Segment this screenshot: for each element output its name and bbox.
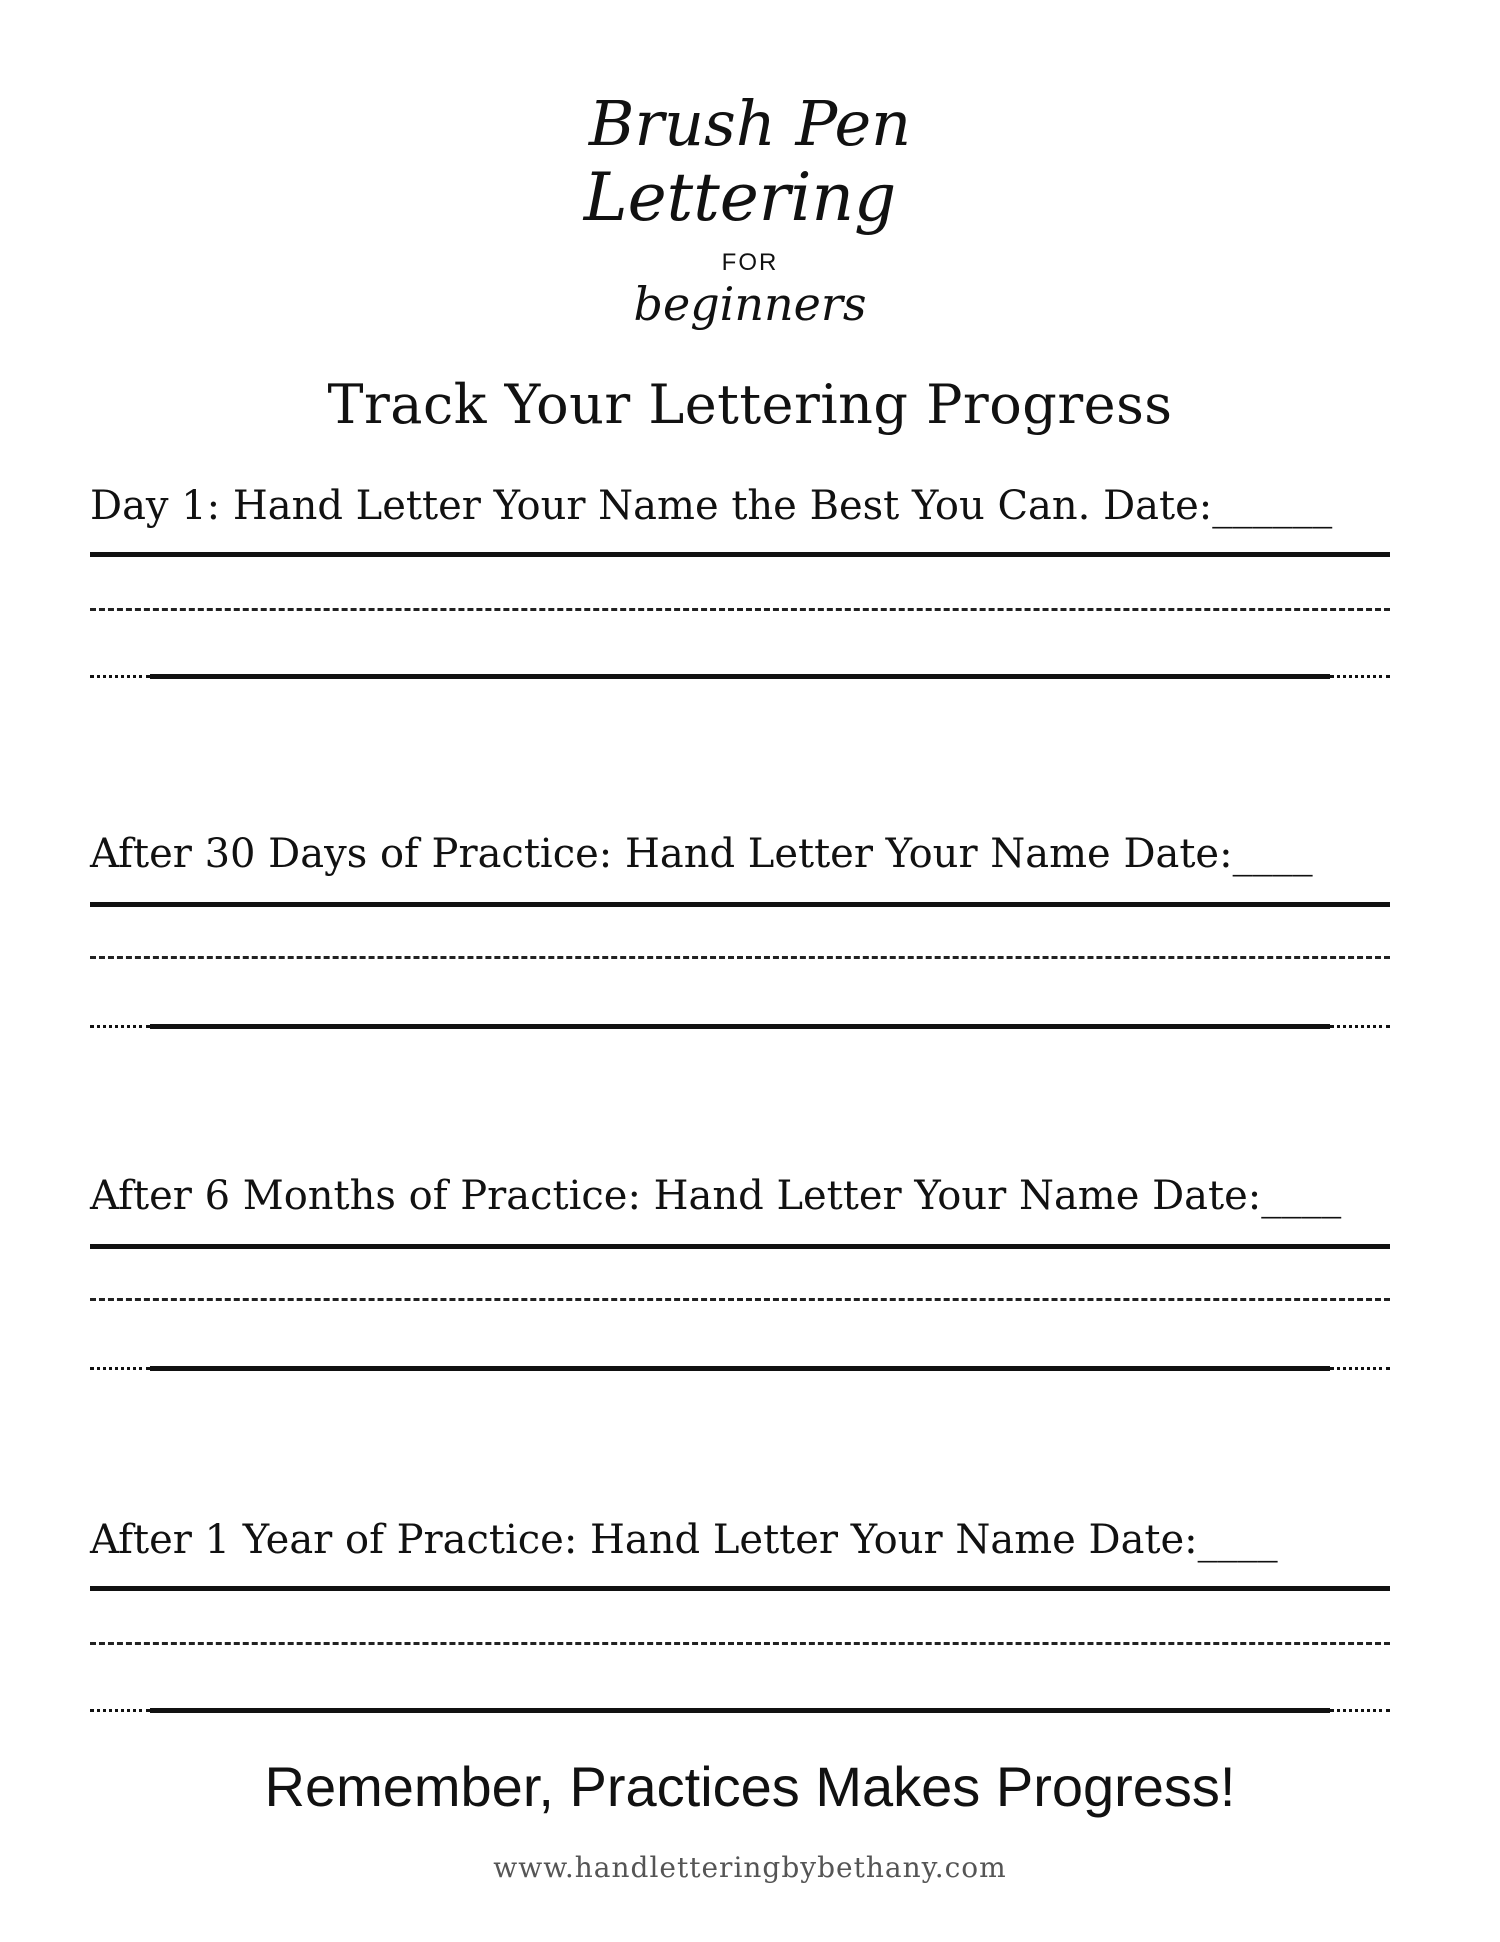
practice-section-day-1 <box>90 478 1390 708</box>
mid-dashed-guide-line[interactable] <box>90 608 1390 611</box>
base-line-solid <box>150 1708 1330 1713</box>
practice-section-1-year <box>90 1512 1390 1742</box>
practice-prompt: After 1 Year of Practice: Hand Letter Your Name Date:____ <box>90 1517 1278 1563</box>
practice-prompt: Day 1: Hand Letter Your Name the Best You Can. Date:______ <box>90 483 1333 529</box>
mid-dashed-guide-line[interactable] <box>90 1642 1390 1645</box>
motivational-message: Remember, Practices Makes Progress! <box>264 1755 1236 1818</box>
base-line-solid <box>150 1024 1330 1029</box>
base-line-dotted-right <box>1330 675 1390 678</box>
base-guide-line[interactable] <box>90 1708 1390 1713</box>
practice-prompt: After 30 Days of Practice: Hand Letter Your Name Date:____ <box>90 831 1313 877</box>
base-line-solid <box>150 1366 1330 1371</box>
brand-logo <box>580 70 920 340</box>
practice-section-30-days <box>90 826 1390 1056</box>
base-guide-line[interactable] <box>90 1024 1390 1029</box>
practice-prompt: After 6 Months of Practice: Hand Letter Your Name Date:____ <box>90 1173 1342 1219</box>
logo-line-beginners: beginners <box>633 277 867 331</box>
base-line-dotted-left <box>90 1367 150 1370</box>
base-line-dotted-left <box>90 675 150 678</box>
mid-dashed-guide-line[interactable] <box>90 1298 1390 1301</box>
top-guide-line[interactable] <box>90 902 1390 907</box>
top-guide-line[interactable] <box>90 552 1390 557</box>
base-line-dotted-right <box>1330 1709 1390 1712</box>
mid-dashed-guide-line[interactable] <box>90 956 1390 959</box>
logo-line-lettering: Lettering <box>583 159 897 236</box>
base-guide-line[interactable] <box>90 674 1390 679</box>
logo-line-for: FOR <box>721 249 779 276</box>
website-url[interactable]: www.handletteringbybethany.com <box>493 1851 1007 1884</box>
base-guide-line[interactable] <box>90 1366 1390 1371</box>
logo-line-brush-pen: Brush Pen <box>588 87 912 160</box>
base-line-dotted-left <box>90 1025 150 1028</box>
base-line-dotted-left <box>90 1709 150 1712</box>
base-line-solid <box>150 674 1330 679</box>
base-line-dotted-right <box>1330 1025 1390 1028</box>
top-guide-line[interactable] <box>90 1244 1390 1249</box>
practice-section-6-months <box>90 1168 1390 1398</box>
logo-lettering <box>580 70 920 340</box>
page-title: Track Your Lettering Progress <box>327 373 1173 436</box>
top-guide-line[interactable] <box>90 1586 1390 1591</box>
base-line-dotted-right <box>1330 1367 1390 1370</box>
